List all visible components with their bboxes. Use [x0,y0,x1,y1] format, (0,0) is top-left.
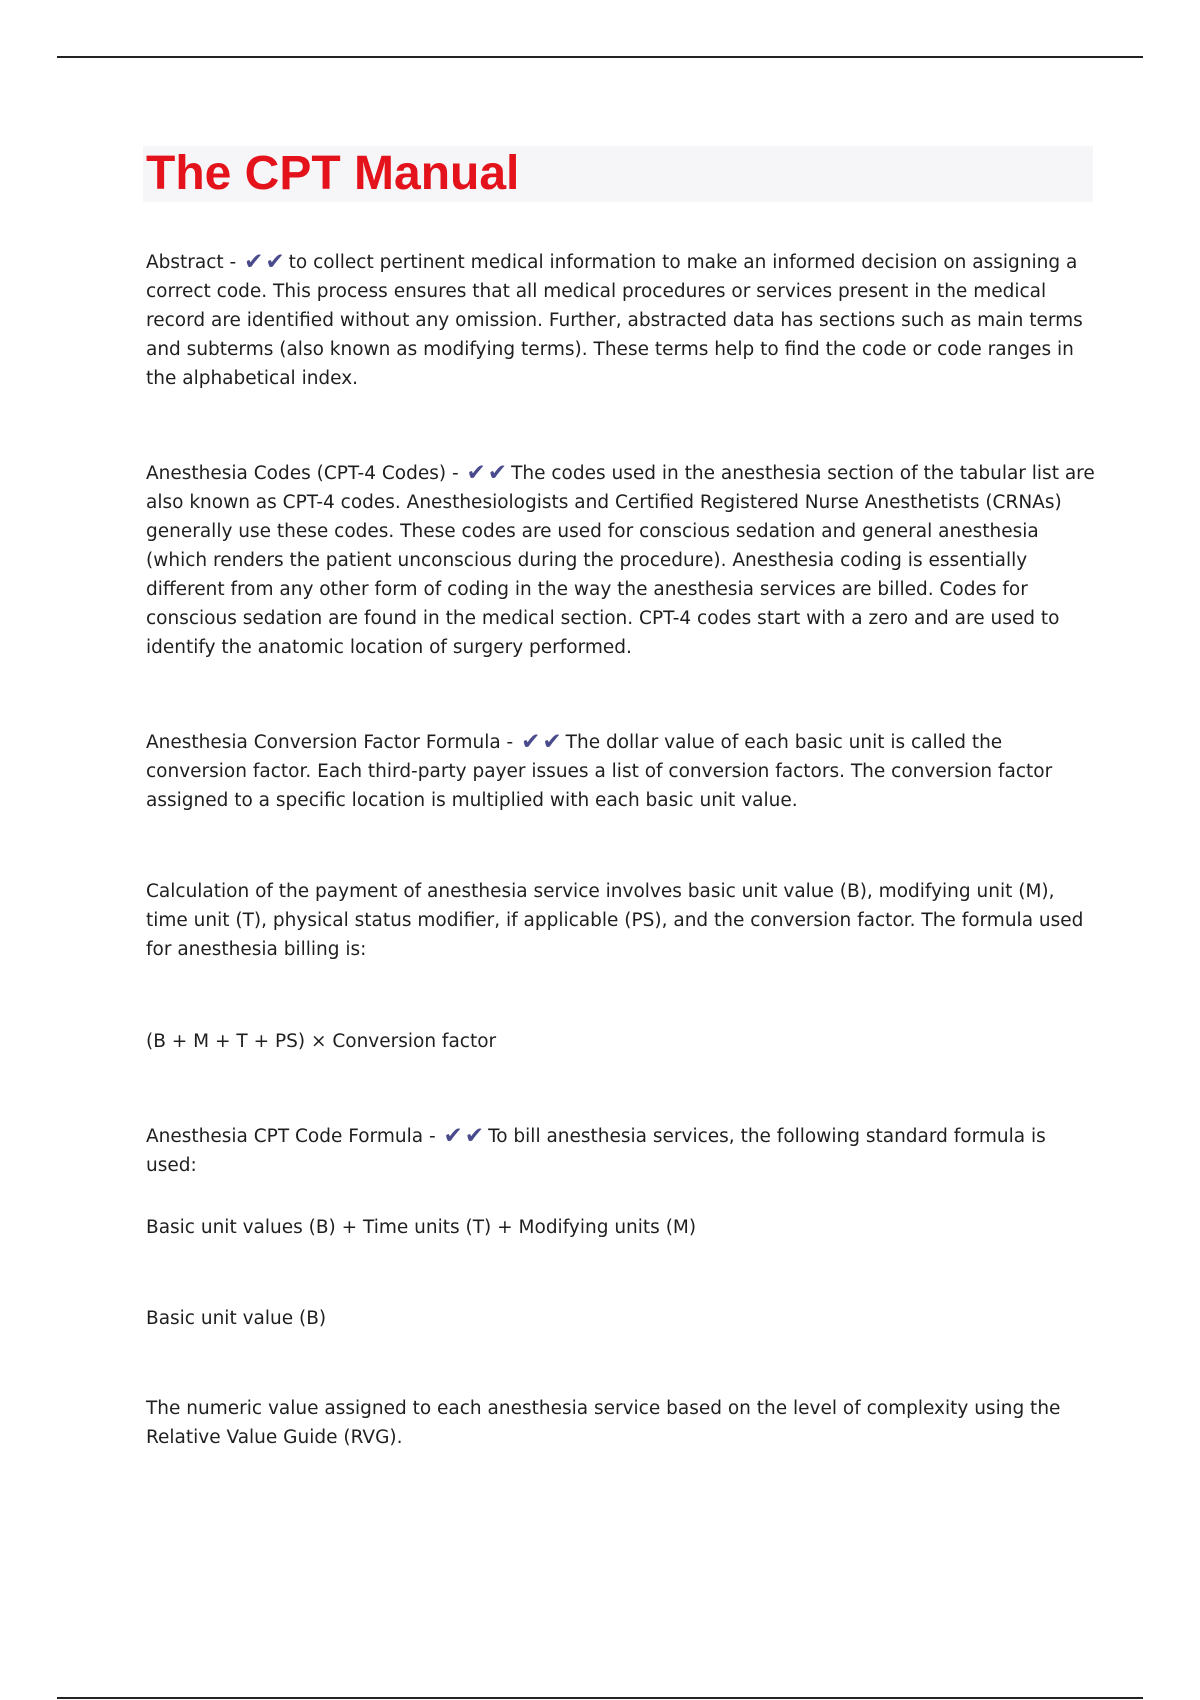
entry-definition: The codes used in the anesthesia section of the tabular list are also known as CPT-4 codes. Anesthesiologists and Certified Registered Nurse Anesthetists (CRNAs) generally use these codes. These codes are used for conscious sedation and general anesthesia (which renders the patient unconscious during the procedure). Anesthesia coding is essentially different from any other form of coding in the way the anesthesia services are billed. Codes for conscious sedation are found in the medical section. CPT-4 codes start with a zero and are used to identify the anatomic location of surgery performed. [146,463,1095,658]
document-title: The CPT Manual [146,147,520,200]
formula-units: Basic unit values (B) + Time units (T) + Modifying units (M) [146,1217,697,1238]
top-rule [57,56,1143,58]
entry-term: Abstract [146,252,224,273]
entry-cpt-code-formula [146,1122,1096,1180]
check-icon: ✔ [466,460,488,486]
entry-abstract [146,248,1096,393]
double-check-icon [466,460,510,486]
check-icon: ✔ [244,249,266,275]
double-check-icon [521,729,564,755]
entry-term: Anesthesia Conversion Factor Formula [146,732,501,753]
paragraph-rvg: The numeric value assigned to each anesthesia service based on the level of complexity using the Relative Value Guide (RVG). [146,1398,1061,1448]
check-icon: ✔ [464,1123,487,1149]
check-icon: ✔ [487,460,510,486]
paragraph-calculation: Calculation of the payment of anesthesia service involves basic unit value (B), modifying unit (M), time unit (T), physical status modifier, if applicable (PS), and the conversion factor. The formula used for anesthesia billing is: [146,881,1084,960]
heading-basic-unit-value: Basic unit value (B) [146,1308,327,1329]
entry-anesthesia-codes [146,459,1096,662]
entry-term: Anesthesia Codes (CPT-4 Codes) [146,463,447,484]
check-icon: ✔ [542,729,564,755]
entry-term: Anesthesia CPT Code Formula [146,1126,424,1147]
formula-conversion: (B + M + T + PS) × Conversion factor [146,1031,497,1052]
entry-conversion-factor [146,728,1096,815]
check-icon: ✔ [521,729,543,755]
bottom-rule [57,1697,1143,1699]
entry-definition: To bill anesthesia services, the following standard formula is used: [146,1126,1046,1176]
entry-definition: to collect pertinent medical information to make an informed decision on assigning a correct code. This process ensures that all medical procedures or services present in the medical record are identified without any omission. Further, abstracted data has sections such as main terms and subterms (also known as modifying terms). These terms help to find the code or code ranges in the alphabetical index. [146,252,1083,389]
double-check-icon [443,1123,487,1149]
check-icon: ✔ [443,1123,465,1149]
entry-separator: - [223,252,243,273]
entry-definition: The dollar value of each basic unit is called the conversion factor. Each third-party payer issues a list of conversion factors. The conversion factor assigned to a specific location is multiplied with each basic unit value. [146,732,1053,811]
entry-separator: - [500,732,520,753]
entry-separator: - [446,463,465,484]
entry-separator: - [423,1126,442,1147]
check-icon: ✔ [265,249,287,275]
double-check-icon [244,249,287,275]
